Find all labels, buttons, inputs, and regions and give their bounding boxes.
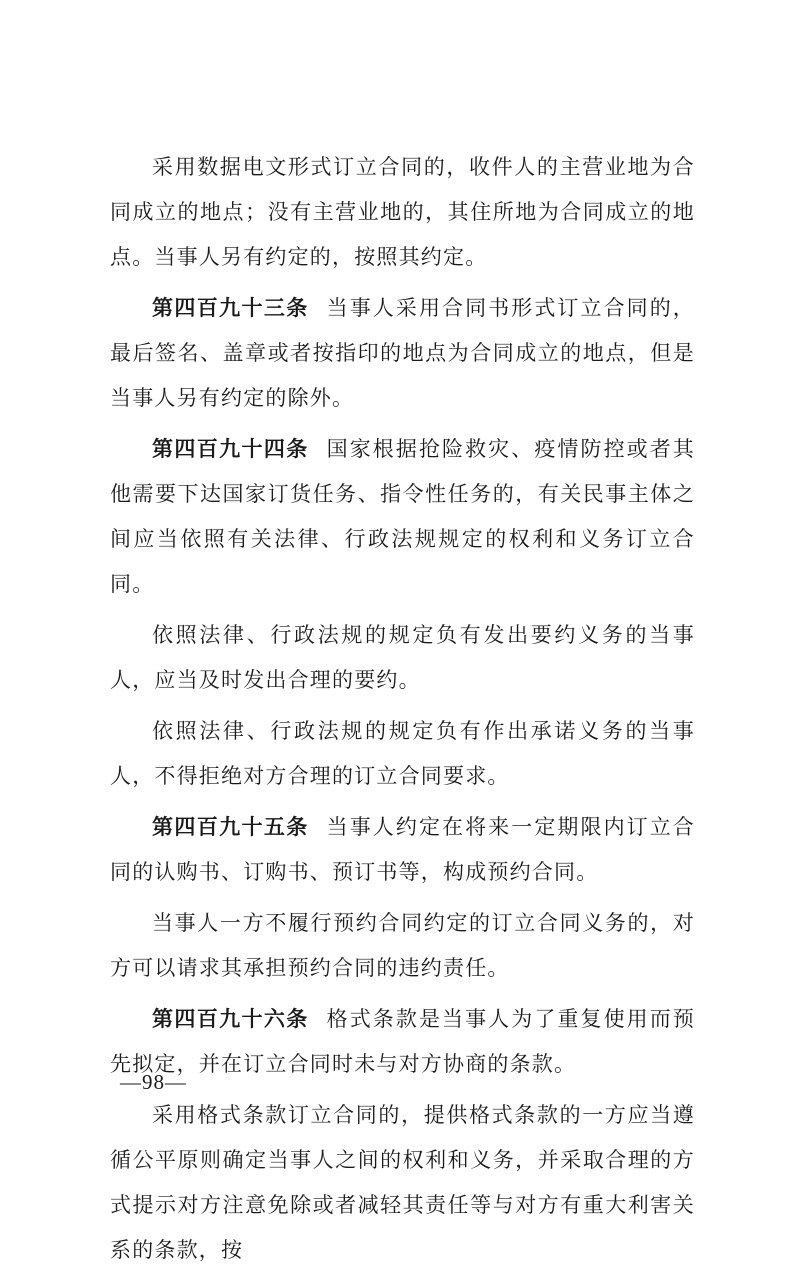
article-number: 第四百九十四条 — [152, 437, 309, 461]
article-number: 第四百九十六条 — [152, 1007, 309, 1031]
article-number: 第四百九十五条 — [152, 815, 309, 839]
page-number: —98— — [120, 1070, 187, 1094]
paragraph-7 — [110, 901, 695, 991]
paragraph-text: 采用数据电文形式订立合同的，收件人的主营业地为合同成立的地点；没有主营业地的，其住所地为合同成立的地点。当事人另有约定的，按照其约定。 — [110, 155, 695, 269]
paragraph-text: 当事人采用合同书形式订立合同的，最后签名、盖章或者按指印的地点为合同成立的地点，但是当事人另有约定的除外。 — [110, 296, 695, 410]
paragraph-text: 依照法律、行政法规的规定负有发出要约义务的当事人，应当及时发出合理的要约。 — [110, 623, 695, 692]
paragraph-3 — [110, 427, 695, 607]
paragraph-8 — [110, 997, 695, 1087]
document-body — [110, 145, 695, 1279]
paragraph-9 — [110, 1093, 695, 1273]
paragraph-1 — [110, 145, 695, 280]
paragraph-5 — [110, 709, 695, 799]
paragraph-text: 当事人约定在将来一定期限内订立合同的认购书、订购书、预订书等，构成预约合同。 — [110, 815, 695, 884]
paragraph-text: 当事人一方不履行预约合同约定的订立合同义务的，对方可以请求其承担预约合同的违约责任。 — [110, 911, 695, 980]
paragraph-text: 依照法律、行政法规的规定负有作出承诺义务的当事人，不得拒绝对方合理的订立合同要求。 — [110, 719, 695, 788]
article-number: 第四百九十三条 — [152, 296, 309, 320]
paragraph-2 — [110, 286, 695, 421]
paragraph-4 — [110, 613, 695, 703]
paragraph-6 — [110, 805, 695, 895]
paragraph-text: 国家根据抢险救灾、疫情防控或者其他需要下达国家订货任务、指令性任务的，有关民事主体之间应当依照有关法律、行政法规规定的权利和义务订立合同。 — [110, 437, 695, 596]
paragraph-text: 格式条款是当事人为了重复使用而预先拟定，并在订立合同时未与对方协商的条款。 — [110, 1007, 695, 1076]
paragraph-text: 采用格式条款订立合同的，提供格式条款的一方应当遵循公平原则确定当事人之间的权利和义务，并采取合理的方式提示对方注意免除或者减轻其责任等与对方有重大利害关系的条款，按 — [110, 1103, 695, 1262]
